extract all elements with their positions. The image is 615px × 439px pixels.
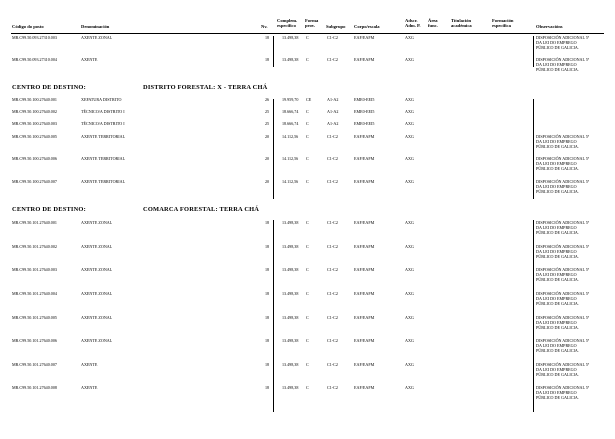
header-adscricion: Adscr. Adm. P. [405, 18, 421, 29]
post-subgroup: C1-C2 [327, 57, 338, 62]
post-assignment: AXG [405, 244, 414, 249]
post-assignment: AXG [405, 156, 414, 161]
post-corps: EAF/EAFM [354, 315, 375, 320]
post-level: 20 [265, 179, 270, 184]
post-level: 20 [265, 156, 270, 161]
post-corps: EAF/EAFM [354, 57, 375, 62]
post-level: 18 [265, 35, 270, 40]
post-subgroup: A1-A2 [327, 97, 339, 102]
post-observation: DISPOSICIÓN ADICIONAL 5ª DA LEI DO EMPREGO PÚBLICO DE GALICIA. [536, 134, 590, 149]
header-observacions: Observacións [536, 24, 563, 29]
post-observation: DISPOSICIÓN ADICIONAL 5ª DA LEI DO EMPREGO PÚBLICO DE GALICIA. [536, 156, 590, 171]
post-name: AXENTE ZONAL [81, 291, 113, 296]
table-row [0, 267, 615, 282]
post-observation: DISPOSICIÓN ADICIONAL 5ª DA LEI DO EMPREGO PÚBLICO DE GALICIA. [536, 244, 590, 259]
table-row [0, 315, 615, 330]
header-denominacion: Denominación [81, 24, 110, 29]
post-code: MR.C99.50.101.27640.008 [12, 385, 57, 390]
post-name: AXENTE ZONAL [81, 220, 113, 225]
post-complement: 14.112,56 [282, 179, 299, 184]
post-code: MR.C99.50.100.27640.003 [12, 121, 57, 126]
post-level: 18 [265, 291, 270, 296]
post-level: 18 [265, 220, 270, 225]
post-complement: 13.498,38 [282, 385, 299, 390]
header-area: Área func. [428, 18, 438, 29]
post-code: MR.C99.50.093.27310.003 [12, 35, 57, 40]
post-corps: EAF/EAFM [354, 134, 375, 139]
post-subgroup: C1-C2 [327, 220, 338, 225]
post-assignment: AXG [405, 338, 414, 343]
table-row [0, 220, 615, 235]
centre-heading-comarca [0, 206, 615, 215]
post-provision: C [306, 134, 309, 139]
post-assignment: AXG [405, 35, 414, 40]
post-provision: C [306, 35, 309, 40]
post-assignment: AXG [405, 57, 414, 62]
post-code: MR.C99.50.093.27310.004 [12, 57, 57, 62]
table-row [0, 57, 615, 72]
post-code: MR.C99.50.101.27640.003 [12, 267, 57, 272]
post-level: 18 [265, 267, 270, 272]
post-observation: DISPOSICIÓN ADICIONAL 5ª DA LEI DO EMPREGO PÚBLICO DE GALICIA. [536, 291, 590, 306]
post-assignment: AXG [405, 291, 414, 296]
post-observation: DISPOSICIÓN ADICIONAL 5ª DA LEI DO EMPREGO PÚBLICO DE GALICIA. [536, 35, 590, 50]
post-assignment: AXG [405, 134, 414, 139]
post-corps: EAF/EAFM [354, 179, 375, 184]
post-provision: C [306, 244, 309, 249]
post-code: MR.C99.50.101.27640.002 [12, 244, 57, 249]
post-code: MR.C99.50.100.27640.006 [12, 156, 57, 161]
post-provision: C [306, 291, 309, 296]
post-provision: C [306, 220, 309, 225]
post-level: 25 [265, 121, 270, 126]
post-subgroup: A1-A2 [327, 121, 339, 126]
centre-label: CENTRO DE DESTINO: [12, 206, 86, 213]
post-provision: C [306, 362, 309, 367]
post-name: TÉCNICO/A DISTRITO I [81, 121, 125, 126]
post-subgroup: C1-C2 [327, 244, 338, 249]
header-nivel: Nv. [261, 24, 268, 29]
post-level: 18 [265, 57, 270, 62]
post-complement: 13.498,38 [282, 362, 299, 367]
post-code: MR.C99.50.101.27640.007 [12, 362, 57, 367]
post-assignment: AXG [405, 362, 414, 367]
table-row [0, 362, 615, 377]
post-code: MR.C99.50.101.27640.005 [12, 315, 57, 320]
post-subgroup: C1-C2 [327, 338, 338, 343]
post-complement: 18.666,74 [282, 109, 299, 114]
post-observation: DISPOSICIÓN ADICIONAL 5ª DA LEI DO EMPREGO PÚBLICO DE GALICIA. [536, 338, 590, 353]
table-row [0, 385, 615, 400]
table-row [0, 244, 615, 259]
post-name: AXENTE TERRITORIAL [81, 179, 126, 184]
table-row [0, 291, 615, 306]
post-complement: 13.498,38 [282, 291, 299, 296]
post-corps: EAF/EAFM [354, 156, 375, 161]
post-subgroup: C1-C2 [327, 315, 338, 320]
table-row [0, 122, 615, 132]
header-subgrupo: Subgrupo [326, 24, 346, 29]
post-complement: 13.498,38 [282, 244, 299, 249]
post-level: 25 [265, 109, 270, 114]
table-row [0, 98, 615, 108]
table-row [0, 179, 615, 194]
post-corps: EAF/EAFM [354, 338, 375, 343]
post-observation: DISPOSICIÓN ADICIONAL 5ª DA LEI DO EMPREGO PÚBLICO DE GALICIA. [536, 179, 590, 194]
post-code: MR.C99.50.100.27640.002 [12, 109, 57, 114]
post-name: AXENTE ZONAL [81, 267, 113, 272]
post-code: MR.C99.50.101.27640.006 [12, 338, 57, 343]
post-corps: EAF/EAFM [354, 35, 375, 40]
header-complemento: Complem. específico [277, 18, 298, 29]
post-complement: 14.112,56 [282, 134, 299, 139]
post-level: 26 [265, 97, 270, 102]
post-corps: EAF/EAFM [354, 291, 375, 296]
header-forma: Forma prov. [305, 18, 319, 29]
post-provision: C [306, 315, 309, 320]
post-observation: DISPOSICIÓN ADICIONAL 5ª DA LEI DO EMPREGO PÚBLICO DE GALICIA. [536, 220, 590, 235]
post-subgroup: A1-A2 [327, 109, 339, 114]
header-formacion: Formación específica [492, 18, 514, 29]
post-corps: EAF/EAFM [354, 244, 375, 249]
table-row [0, 134, 615, 149]
post-subgroup: C1-C2 [327, 35, 338, 40]
post-level: 18 [265, 362, 270, 367]
post-corps: EME0-EEI5 [354, 121, 375, 126]
post-assignment: AXG [405, 267, 414, 272]
post-name: AXENTE TERRITORIAL [81, 156, 126, 161]
post-complement: 19.959,70 [282, 97, 299, 102]
post-subgroup: C1-C2 [327, 156, 338, 161]
post-assignment: AXG [405, 315, 414, 320]
post-corps: EME0-EEI5 [354, 109, 375, 114]
header-titulacion: Titulación académica [451, 18, 472, 29]
post-code: MR.C99.50.101.27640.004 [12, 291, 57, 296]
post-complement: 14.112,56 [282, 156, 299, 161]
post-name: AXENTE ZONAL [81, 35, 113, 40]
post-assignment: AXG [405, 179, 414, 184]
post-provision: C [306, 338, 309, 343]
post-corps: EAF/EAFM [354, 267, 375, 272]
post-name: AXENTE [81, 385, 98, 390]
post-assignment: AXG [405, 121, 414, 126]
post-observation: DISPOSICIÓN ADICIONAL 5ª DA LEI DO EMPREGO PÚBLICO DE GALICIA. [536, 362, 590, 377]
post-name: AXENTE ZONAL [81, 244, 113, 249]
table-row [0, 156, 615, 171]
post-corps: EAF/EAFM [354, 385, 375, 390]
post-assignment: AXG [405, 97, 414, 102]
post-complement: 13.498,38 [282, 267, 299, 272]
post-name: AXENTE TERRITORIAL [81, 134, 126, 139]
post-assignment: AXG [405, 109, 414, 114]
post-code: MR.C99.50.100.27640.001 [12, 97, 57, 102]
post-code: MR.C99.50.101.27640.001 [12, 220, 57, 225]
post-provision: C [306, 57, 309, 62]
post-provision: C [306, 179, 309, 184]
post-complement: 13.498,38 [282, 338, 299, 343]
header-codigo: Código do posto [12, 24, 44, 29]
post-code: MR.C99.50.100.27640.007 [12, 179, 57, 184]
post-provision: C [306, 385, 309, 390]
table-row [0, 110, 615, 120]
post-corps: EAF/EAFM [354, 220, 375, 225]
post-provision: C [306, 267, 309, 272]
post-observation: DISPOSICIÓN ADICIONAL 5ª DA LEI DO EMPREGO PÚBLICO DE GALICIA. [536, 385, 590, 400]
post-provision: C [306, 156, 309, 161]
post-observation: DISPOSICIÓN ADICIONAL 5ª DA LEI DO EMPREGO PÚBLICO DE GALICIA. [536, 57, 590, 72]
post-subgroup: C1-C2 [327, 291, 338, 296]
post-subgroup: C1-C2 [327, 385, 338, 390]
table-row [0, 338, 615, 353]
header-rule [11, 33, 604, 34]
post-corps: EME0-EEI5 [354, 97, 375, 102]
post-level: 18 [265, 338, 270, 343]
centre-name: COMARCA FORESTAL: TERRA CHÁ [143, 206, 260, 213]
post-subgroup: C1-C2 [327, 267, 338, 272]
post-name: AXENTE [81, 362, 98, 367]
post-level: 18 [265, 244, 270, 249]
post-name: XEFATURA DISTRITO [81, 97, 122, 102]
post-level: 20 [265, 134, 270, 139]
post-complement: 13.498,38 [282, 57, 299, 62]
post-level: 18 [265, 385, 270, 390]
post-assignment: AXG [405, 220, 414, 225]
post-name: AXENTE ZONAL [81, 315, 113, 320]
post-complement: 13.498,38 [282, 220, 299, 225]
centre-name: DISTRITO FORESTAL: X - TERRA CHÁ [143, 84, 268, 91]
post-observation: DISPOSICIÓN ADICIONAL 5ª DA LEI DO EMPREGO PÚBLICO DE GALICIA. [536, 267, 590, 282]
post-name: AXENTE [81, 57, 98, 62]
post-complement: 18.666,74 [282, 121, 299, 126]
centre-label: CENTRO DE DESTINO: [12, 84, 86, 91]
post-assignment: AXG [405, 385, 414, 390]
post-complement: 13.498,38 [282, 35, 299, 40]
post-subgroup: C1-C2 [327, 179, 338, 184]
post-complement: 13.498,38 [282, 315, 299, 320]
header-corpo: Corpo/escala [354, 24, 380, 29]
post-observation: DISPOSICIÓN ADICIONAL 5ª DA LEI DO EMPREGO PÚBLICO DE GALICIA. [536, 315, 590, 330]
post-name: AXENTE ZONAL [81, 338, 113, 343]
table-row [0, 35, 615, 50]
post-provision: C [306, 109, 309, 114]
post-level: 18 [265, 315, 270, 320]
post-code: MR.C99.50.100.27640.005 [12, 134, 57, 139]
post-subgroup: C1-C2 [327, 134, 338, 139]
post-provision: C [306, 121, 309, 126]
post-corps: EAF/EAFM [354, 362, 375, 367]
post-name: TÉCNICO/A DISTRITO I [81, 109, 125, 114]
centre-heading-distrito [0, 84, 615, 93]
post-provision: CE [306, 97, 312, 102]
post-subgroup: C1-C2 [327, 362, 338, 367]
